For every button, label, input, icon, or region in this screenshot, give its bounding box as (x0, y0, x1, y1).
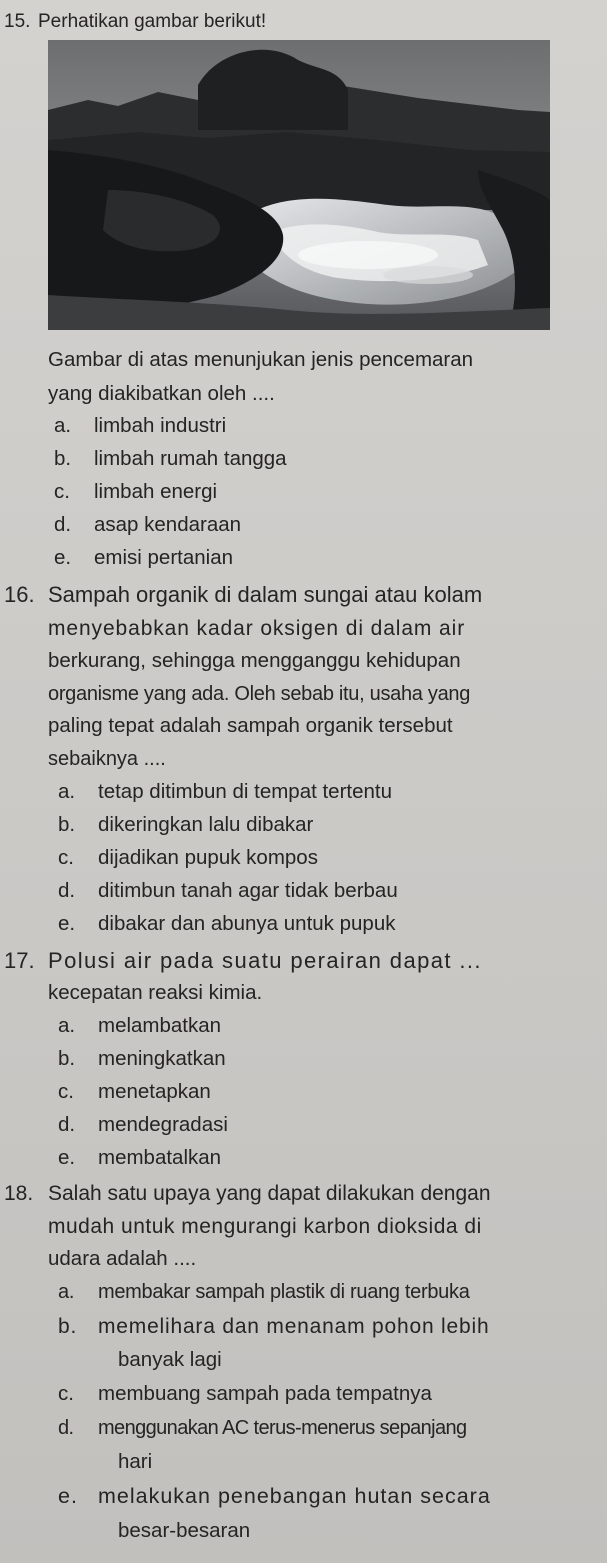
option-letter: c. (54, 480, 70, 503)
question-18-option-b[interactable] (58, 1316, 489, 1337)
question-18-option-d[interactable] (58, 1418, 467, 1438)
option-text: membakar sampah plastik di ruang terbuka (98, 1281, 470, 1303)
option-letter: d. (58, 1113, 76, 1136)
option-letter: c. (58, 846, 74, 869)
option-letter: e. (54, 546, 72, 569)
option-letter: a. (58, 780, 76, 803)
pollution-photo (48, 40, 550, 330)
option-text: mendegradasi (98, 1113, 228, 1136)
option-letter: b. (58, 1315, 78, 1338)
question-16-option-e[interactable] (58, 914, 395, 935)
option-letter: a. (58, 1014, 76, 1037)
option-letter: b. (58, 1047, 76, 1070)
question-16-stem-line: berkurang, sehingga mengganggu kehidupan (48, 649, 461, 672)
option-text: emisi pertanian (94, 546, 234, 569)
option-text: melakukan penebangan hutan secara (98, 1484, 491, 1508)
question-17-option-d[interactable] (58, 1115, 228, 1136)
question-15-option-a[interactable] (54, 416, 226, 437)
question-17-stem-line: Polusi air pada suatu perairan dapat ... (48, 948, 482, 973)
option-text: ditimbun tanah agar tidak berbau (98, 879, 398, 902)
option-text: dijadikan pupuk kompos (98, 846, 318, 869)
question-18-option-e-continued: besar-besaran (118, 1519, 251, 1542)
option-text: menggunakan AC terus-menerus sepanjang (98, 1417, 467, 1439)
question-16-stem-line: menyebabkan kadar oksigen di dalam air (48, 617, 466, 640)
option-letter: d. (54, 513, 72, 536)
option-text: membatalkan (98, 1146, 222, 1169)
question-18-option-b-continued: banyak lagi (118, 1348, 222, 1371)
option-text: melambatkan (98, 1014, 222, 1037)
option-text: tetap ditimbun di tempat tertentu (98, 780, 393, 803)
question-16-stem-line: paling tepat adalah sampah organik tersebut (48, 714, 453, 737)
question-15-number: 15. (4, 11, 31, 32)
question-15-stem-line: yang diakibatkan oleh .... (48, 382, 275, 405)
question-16-option-a[interactable] (58, 782, 392, 803)
question-18-stem-line: mudah untuk mengurangi karbon dioksida di (48, 1215, 482, 1238)
option-letter: c. (58, 1080, 74, 1103)
question-15-title: Perhatikan gambar berikut! (38, 11, 267, 32)
question-16-stem-line: sebaiknya .... (48, 748, 166, 770)
question-18-option-e[interactable] (58, 1486, 491, 1508)
option-letter: e. (58, 912, 76, 935)
question-15-stem-line: Gambar di atas menunjukan jenis pencemaran (48, 348, 474, 371)
option-letter: d. (58, 879, 76, 902)
question-16-stem-line: organisme yang ada. Oleh sebab itu, usaha yang (48, 683, 471, 705)
option-letter: b. (58, 813, 76, 836)
option-letter: a. (54, 414, 72, 437)
question-18-option-c[interactable] (58, 1384, 432, 1405)
option-text: limbah industri (94, 414, 227, 437)
question-18-option-a[interactable] (58, 1282, 470, 1302)
option-text: asap kendaraan (94, 513, 242, 536)
question-16-stem-line: Sampah organik di dalam sungai atau kolam (48, 582, 483, 607)
question-17-option-e[interactable] (58, 1148, 221, 1169)
option-text: meningkatkan (98, 1047, 226, 1070)
option-text: limbah rumah tangga (94, 447, 287, 470)
question-15-option-c[interactable] (54, 482, 217, 503)
question-18-option-d-continued: hari (118, 1450, 153, 1473)
option-letter: a. (58, 1281, 75, 1303)
question-18-stem-line: udara adalah .... (48, 1247, 197, 1270)
question-17-number: 17. (4, 948, 35, 973)
question-16-number: 16. (4, 582, 35, 607)
question-17-option-a[interactable] (58, 1016, 221, 1037)
option-text: dikeringkan lalu dibakar (98, 813, 314, 836)
option-letter: b. (54, 447, 72, 470)
question-16-option-c[interactable] (58, 848, 318, 869)
question-17-stem-line: kecepatan reaksi kimia. (48, 981, 263, 1004)
river-pollution-image (48, 40, 550, 330)
question-17-option-b[interactable] (58, 1049, 226, 1070)
option-letter: e. (58, 1484, 78, 1508)
option-text: limbah energi (94, 480, 218, 503)
question-15-option-e[interactable] (54, 548, 233, 569)
option-text: menetapkan (98, 1080, 211, 1103)
question-18-number: 18. (4, 1182, 34, 1205)
question-16-option-d[interactable] (58, 881, 398, 902)
option-text: dibakar dan abunya untuk pupuk (98, 912, 396, 935)
question-15-option-d[interactable] (54, 515, 241, 536)
question-18-stem-line: Salah satu upaya yang dapat dilakukan dengan (48, 1182, 491, 1205)
option-text: memelihara dan menanam pohon lebih (98, 1315, 490, 1338)
question-16-option-b[interactable] (58, 815, 313, 836)
option-letter: c. (58, 1382, 74, 1405)
option-text: membuang sampah pada tempatnya (98, 1382, 432, 1405)
question-15-option-b[interactable] (54, 449, 287, 470)
option-letter: d. (58, 1417, 74, 1439)
option-letter: e. (58, 1146, 76, 1169)
question-17-option-c[interactable] (58, 1082, 211, 1103)
